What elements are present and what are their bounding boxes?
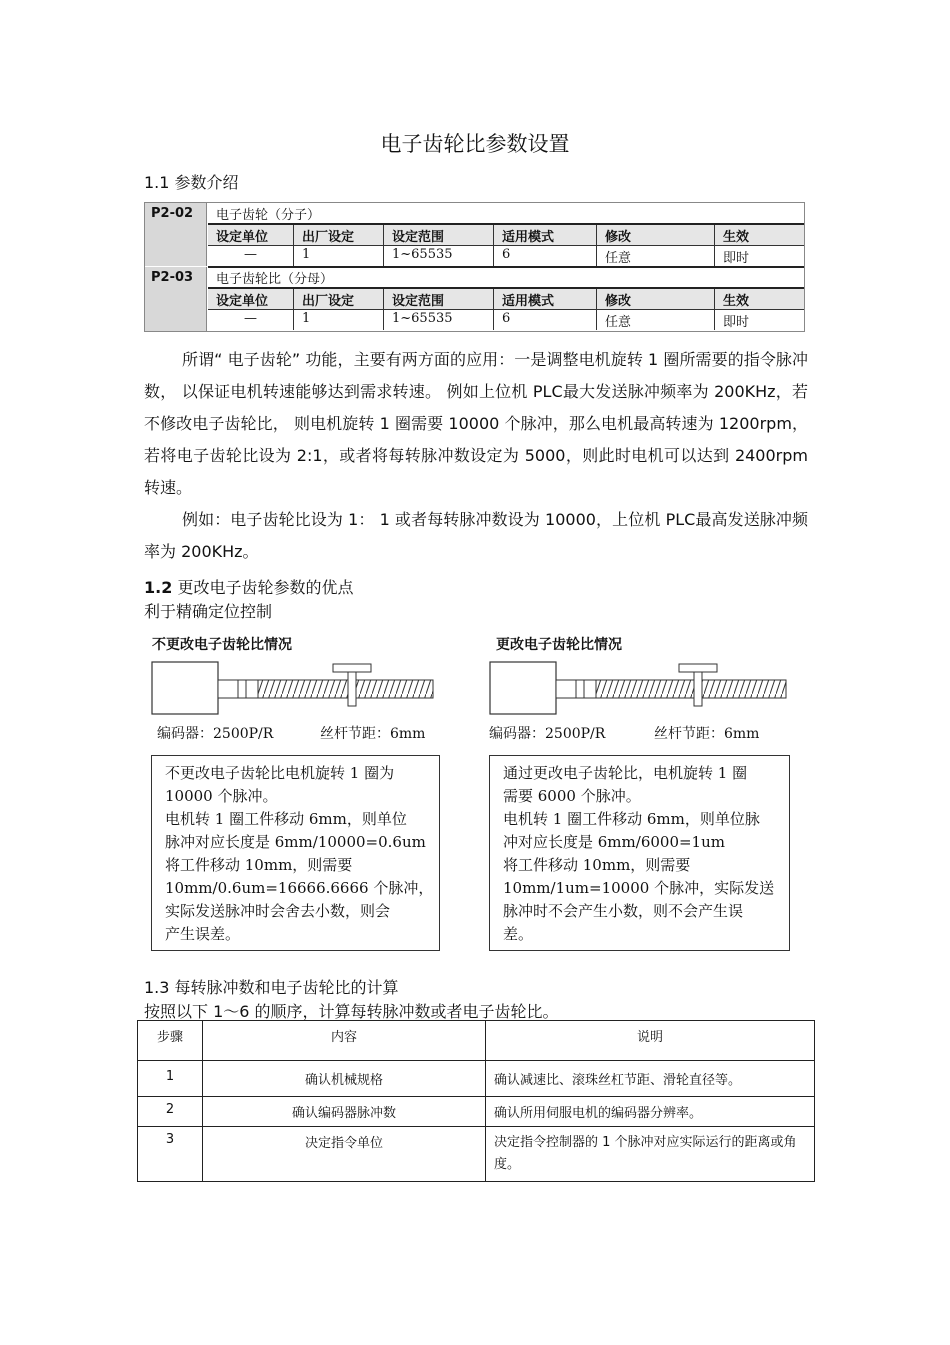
box-line: 冲对应长度是 6mm/6000=1um	[503, 833, 725, 851]
value-cell: 1~65535	[384, 310, 494, 330]
content-cell: 决定指令单位	[203, 1127, 486, 1182]
intro-paragraphs	[144, 344, 808, 568]
param-name: 电子齿轮（分子）	[208, 203, 804, 225]
header-cell: 步骤	[138, 1021, 203, 1061]
desc-cell: 确认所用伺服电机的编码器分辨率。	[486, 1097, 815, 1127]
value-cell: 即时	[723, 251, 750, 266]
right-screw-diagram	[488, 658, 788, 718]
table-row	[138, 1061, 815, 1097]
header-cell: 修改	[597, 289, 715, 309]
encoder-label: 编码器：2500P/R	[489, 726, 606, 742]
header-cell: 设定范围	[384, 225, 494, 245]
value-cell: 6	[494, 246, 597, 266]
box-line: 10mm/1um=10000 个脉冲，实际发送	[503, 879, 775, 897]
paragraph: 所谓“ 电子齿轮” 功能，主要有两方面的应用：一是调整电机旋转 1 圈所需要的指令脉冲数， 以保证电机转速能够达到需求转速。 例如上位机 PLC最大发送脉冲频率为 200KHz，若不修改电子齿轮比， 则电机旋转 1 圈需要 10000 个脉冲，那么电机最高转速为 1200rpm，若将电子齿轮比设为 2:1，或者将每转脉冲数设定为 5000，则此时电机可以达到 2400rpm 转速。	[144, 350, 808, 497]
param-value-row	[208, 246, 804, 268]
box-line: 将工件移动 10mm，则需要	[165, 856, 353, 874]
box-line: 通过更改电子齿轮比，电机旋转 1 圈	[503, 764, 748, 782]
value-cell: 任意	[597, 310, 715, 330]
header-cell: 出厂设定	[294, 289, 384, 309]
paragraph: 例如：电子齿轮比设为 1： 1 或者每转脉冲数设为 10000，上位机 PLC最高发送脉冲频率为 200KHz。	[144, 510, 808, 561]
step-cell: 3	[138, 1127, 203, 1182]
box-line: 脉冲对应长度是 6mm/10000=0.6um	[165, 833, 426, 851]
box-line: 10000 个脉冲。	[165, 787, 278, 805]
param-name: 电子齿轮比（分母）	[208, 267, 804, 289]
pitch-label: 丝杆节距：6mm	[654, 726, 760, 742]
section-subheading: 利于精确定位控制	[144, 602, 273, 621]
motor-box	[490, 662, 556, 714]
param-value-row	[208, 310, 804, 330]
header-cell: 适用模式	[494, 225, 597, 245]
param-code: P2-02	[145, 203, 207, 266]
step-cell: 1	[138, 1061, 203, 1097]
header-cell: 设定范围	[384, 289, 494, 309]
ball-screw	[258, 680, 433, 698]
value-cell: 1	[294, 310, 384, 330]
box-line: 产生误差。	[165, 925, 241, 943]
workpiece-table	[679, 664, 717, 672]
left-diagram-label: 不更改电子齿轮比情况	[152, 637, 292, 653]
param-code: P2-03	[145, 267, 207, 331]
header-cell: 生效	[723, 294, 750, 309]
workpiece-table	[333, 664, 371, 672]
value-cell: 1	[294, 246, 384, 266]
value-cell: 任意	[597, 246, 715, 266]
header-cell: 修改	[597, 225, 715, 245]
steps-table	[137, 1020, 815, 1182]
table-row	[138, 1097, 815, 1127]
heading-text: 更改电子齿轮参数的优点	[177, 578, 354, 597]
left-explanation-box	[151, 755, 440, 951]
header-cell: 生效	[723, 230, 750, 245]
header-cell: 说明	[486, 1021, 815, 1061]
page-title: 电子齿轮比参数设置	[380, 132, 570, 156]
header-cell: 出厂设定	[294, 225, 384, 245]
value-cell: 即时	[723, 315, 750, 330]
value-cell: 6	[494, 310, 597, 330]
header-cell: 适用模式	[494, 289, 597, 309]
box-line: 需要 6000 个脉冲。	[503, 787, 641, 805]
header-cell: 设定单位	[208, 289, 294, 309]
pitch-label: 丝杆节距：6mm	[320, 726, 426, 742]
section-heading-1-2	[144, 575, 353, 598]
header-cell: 内容	[203, 1021, 486, 1061]
heading-number: 1.2	[144, 578, 173, 597]
box-line: 脉冲时不会产生小数，则不会产生误	[503, 902, 744, 920]
table-row	[138, 1127, 815, 1182]
content-cell: 确认编码器脉冲数	[203, 1097, 486, 1127]
value-cell: —	[208, 246, 294, 266]
box-line: 差。	[503, 925, 534, 943]
box-line: 实际发送脉冲时会舍去小数，则会	[165, 902, 391, 920]
encoder-label: 编码器：2500P/R	[157, 726, 274, 742]
box-line: 电机转 1 圈工件移动 6mm，则单位	[165, 810, 407, 828]
box-line: 将工件移动 10mm，则需要	[503, 856, 691, 874]
header-cell: 设定单位	[208, 225, 294, 245]
desc-cell: 确认减速比、滚珠丝杠节距、滑轮直径等。	[486, 1061, 815, 1097]
steps-intro: 按照以下 1～6 的顺序，计算每转脉冲数或者电子齿轮比。	[144, 1002, 559, 1021]
box-line: 电机转 1 圈工件移动 6mm，则单位脉	[503, 810, 760, 828]
param-header-row	[208, 225, 804, 246]
left-screw-diagram	[150, 658, 440, 718]
step-cell: 2	[138, 1097, 203, 1127]
content-cell: 确认机械规格	[203, 1061, 486, 1097]
desc-cell: 决定指令控制器的 1 个脉冲对应实际运行的距离或角度。	[486, 1127, 815, 1182]
parameter-table	[144, 202, 805, 332]
param-header-row	[208, 289, 804, 310]
right-explanation-box	[489, 755, 790, 951]
section-heading-1-3: 1.3 每转脉冲数和电子齿轮比的计算	[144, 978, 399, 997]
motor-box	[152, 662, 218, 714]
right-diagram-label: 更改电子齿轮比情况	[496, 637, 622, 653]
box-line: 不更改电子齿轮比电机旋转 1 圈为	[165, 764, 395, 782]
box-line: 10mm/0.6um=16666.6666 个脉冲，	[165, 879, 434, 897]
table-header-row	[138, 1021, 815, 1061]
value-cell: 1~65535	[384, 246, 494, 266]
ball-screw	[596, 680, 786, 698]
section-heading-1-1: 1.1 参数介绍	[144, 173, 239, 192]
value-cell: —	[208, 310, 294, 330]
